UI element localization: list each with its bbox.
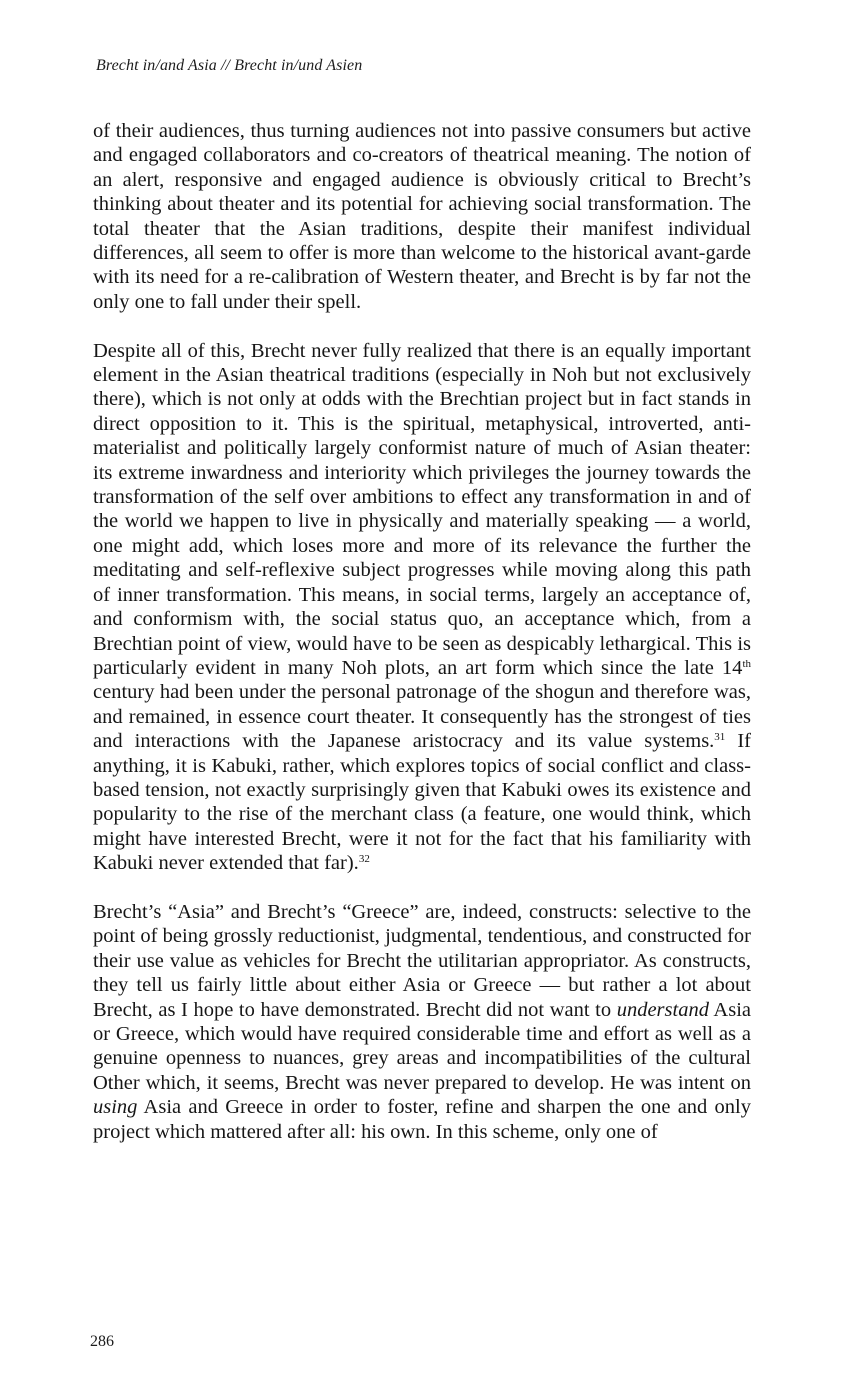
paragraph-2-text-c: If anything, it is Kabuki, rather, which explores topics of social conflict and class-based tension, not exactly surprisingly given that Kabuki owes its existence and popularity to the rise of the merchant class (a feature, one would think, which might have interested Brecht, were it not for the fact that his familiarity with Kabuki never extended that far). (93, 730, 751, 875)
paragraph-2-text-b: century had been under the personal patronage of the shogun and therefore was, and remained, in essence court theater. It consequently has the strongest of ties and interactions with the Japanese aristocracy and its value systems. (93, 681, 751, 753)
paragraph-2-text-a: Despite all of this, Brecht never fully realized that there is an equally important element in the Asian theatrical traditions (especially in Noh but not exclusively there), which is not only at odds with the Brechtian project but in fact stands in direct opposition to it. This is the spiritual, metaphysical, introverted, anti-materialist and politically largely conformist nature of much of Asian theater: its extreme inwardness and interiority which privileges the journey towards the transformation of the self over ambitions to effect any transformation in and of the world we happen to live in physically and materially speaking — a world, one might add, which loses more and more of its relevance the further the meditating and self-reflexive subject progresses while moving along this path of inner transformation. This means, in social terms, largely an acceptance of, and conformism with, the social status quo, an acceptance which, from a Brechtian point of view, would have to be seen as despicably lethargical. This is particularly evident in many Noh plots, an art form which since the late 14 (93, 339, 751, 679)
footnote-ref-32[interactable]: 32 (358, 853, 370, 866)
paragraph-3-text-c: Asia and Greece in order to foster, refine and sharpen the one and only project which mattered after all: his own. In this scheme, only one of (93, 1096, 751, 1143)
paragraph-3-text-b: Asia or Greece, which would have required considerable time and effort as well as a genuine openness to nuances, grey areas and incompatibilities of the cultural Other which, it seems, Brecht was never prepared to develop. He was intent on (93, 998, 751, 1094)
ordinal-superscript: th (742, 657, 751, 670)
emphasis-using: using (93, 1096, 138, 1119)
page-number: 286 (90, 1333, 114, 1350)
paragraph-2 (93, 339, 751, 876)
paragraph-3-text-a: Brecht’s “Asia” and Brecht’s “Greece” are, indeed, constructs: selective to the point of being grossly reductionist, judgmental, tendentious, and constructed for their use value as vehicles for Brecht the utilitarian appropriator. As constructs, they tell us fairly little about either Asia or Greece — but rather a lot about Brecht, as I hope to have demonstrated. Brecht did not want to (93, 900, 751, 1021)
emphasis-understand: understand (616, 998, 709, 1021)
running-head: Brecht in/and Asia // Brecht in/und Asien (96, 57, 363, 74)
footnote-ref-31[interactable]: 31 (714, 731, 726, 744)
paragraph-1: of their audiences, thus turning audiences not into passive consumers but active and engaged collaborators and co-creators of theatrical meaning. The notion of an alert, responsive and engaged audience is obviously critical to Brecht’s thinking about theater and its potential for achieving social transformation. The total theater that the Asian traditions, despite their manifest individual differences, all seem to offer is more than welcome to the historical avant-garde with its need for a re-calibration of Western theater, and Brecht is by far not the only one to fall under their spell. (93, 120, 751, 313)
paragraph-3 (93, 900, 751, 1144)
body-text (93, 119, 751, 1168)
